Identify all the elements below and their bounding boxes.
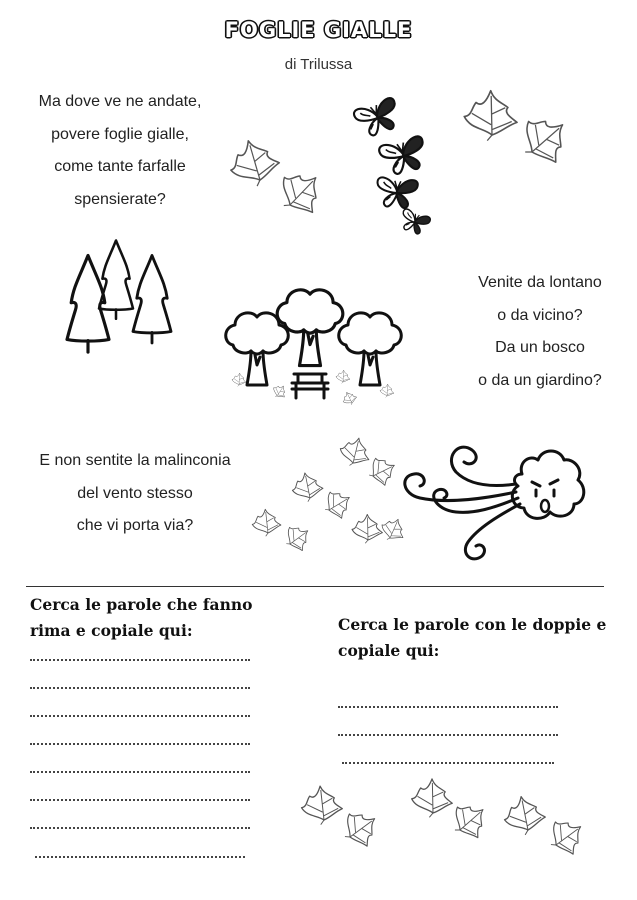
verse-line: che vi porta via? <box>76 517 194 534</box>
answer-line[interactable] <box>30 715 250 717</box>
verse-line: Ma dove ve ne andate, <box>38 93 202 110</box>
verse-line: Venite da lontano <box>478 274 602 291</box>
verse-line: del vento stesso <box>77 484 193 502</box>
verse-line: spensierate? <box>74 190 166 208</box>
answer-line[interactable] <box>35 856 245 858</box>
author: di Trilussa <box>284 56 353 73</box>
rhymes-prompt: Cerca le parole che fanno rima e copiale qui: <box>30 595 253 640</box>
stanza-2 <box>445 267 635 397</box>
answer-line[interactable] <box>30 799 250 801</box>
answer-line[interactable] <box>338 734 558 736</box>
leaf-icon <box>230 95 340 215</box>
leaf-icon <box>255 438 400 558</box>
leaf-icon <box>300 775 590 865</box>
doubles-prompt: Cerca le parole con le doppie e copiale qui: <box>338 615 607 660</box>
answer-line[interactable] <box>30 659 250 661</box>
verse-line: povere foglie gialle, <box>51 125 189 143</box>
verse-line: o da un giardino? <box>478 371 602 389</box>
verse-line: E non sentite la malinconia <box>39 452 231 469</box>
bench-icon <box>292 374 328 398</box>
verse-line: come tante farfalle <box>54 158 186 175</box>
stanza-1 <box>25 86 215 216</box>
answer-line[interactable] <box>30 771 250 773</box>
answer-line[interactable] <box>30 743 250 745</box>
answer-line[interactable] <box>30 687 250 689</box>
section-divider <box>26 586 604 587</box>
answer-line[interactable] <box>338 706 558 708</box>
answer-line[interactable] <box>30 827 250 829</box>
butterfly-icon <box>345 88 445 238</box>
verse-line: o da vicino? <box>497 306 583 324</box>
wind-cloud-icon <box>398 432 598 562</box>
page-title: FOGLIE GIALLE <box>224 18 413 42</box>
verse-line: Da un bosco <box>495 339 585 356</box>
pine-tree-icon <box>50 238 190 353</box>
stanza-3 <box>15 445 255 543</box>
leaf-icon <box>462 80 572 190</box>
tree-icon <box>222 288 412 413</box>
answer-line[interactable] <box>342 762 554 764</box>
